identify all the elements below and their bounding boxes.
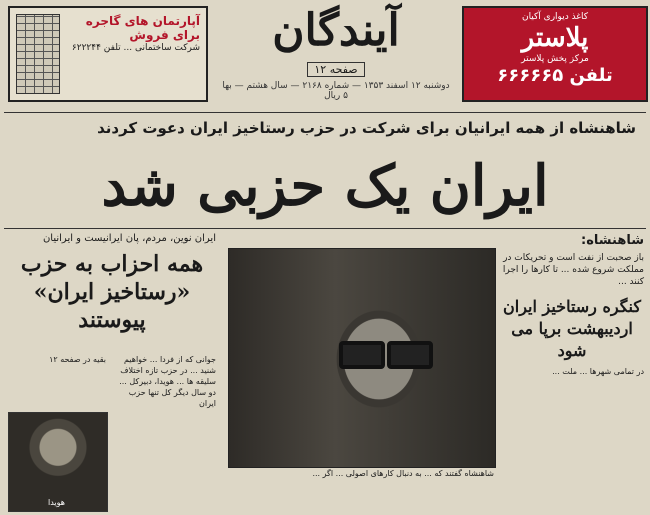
lead-photo <box>228 248 496 468</box>
issue-date-line: دوشنبه ۱۲ اسفند ۱۳۵۳ — شماره ۲۱۶۸ — سال هشتم — بها ۵ ریال <box>222 81 450 101</box>
divider <box>4 112 646 113</box>
congress-body: در تمامی شهرها ... ملت ... <box>552 367 644 376</box>
left-story-continued: بقیه در صفحه ۱۲ <box>49 355 106 364</box>
apartment-ad-headline: آپارتمان های گاجره برای فروش <box>85 14 200 42</box>
right-story-body: باز صحبت از نفت است و تحریکات در مملکت شروع شده ... تا کارها را اجرا کنند ... <box>502 253 644 287</box>
plaster-ad <box>462 6 648 102</box>
right-story <box>500 232 644 512</box>
apartment-ad <box>8 6 208 102</box>
lead-photo-caption: شاهنشاه گفتند که ... به دنبال کارهای اصولی ... اگر ... <box>312 469 494 478</box>
right-story-head: شاهنشاه: <box>581 233 644 248</box>
lead-kicker: شاهنشاه از همه ایرانیان برای شرکت در حزب رستاخیز ایران دعوت کردند <box>97 119 636 137</box>
plaster-ad-top: کاغذ دیواری آکیان <box>521 12 589 22</box>
newspaper-title: آیندگان <box>272 5 400 56</box>
plaster-ad-brand: پلاستر <box>521 23 589 53</box>
page-count-badge: ۱۲ صفحه <box>307 62 364 77</box>
left-story-headline: همه احزاب به حزب «رستاخیز ایران» پیوستند <box>20 251 204 333</box>
main-headline: ایران یک حزبی شد <box>101 153 549 219</box>
left-story-kicker: ایران نوین، مردم، پان ایرانیست و ایرانیان <box>42 233 216 244</box>
left-story <box>8 232 216 512</box>
portrait-caption: هویدا <box>48 498 65 507</box>
glasses-detail <box>339 341 429 363</box>
portrait-photo <box>8 412 108 512</box>
congress-headline: کنگره رستاخیز ایران اردیبهشت برپا می شود <box>503 297 641 360</box>
plaster-ad-phone: تلفن ۶۶۶۶۶۵ <box>497 65 613 86</box>
building-illustration <box>16 14 60 94</box>
masthead <box>222 4 450 101</box>
divider <box>4 228 646 229</box>
left-story-column: جوانی که از فردا ... خواهیم شنید ... در حزب تازه اختلاف سلیقه ها ... هویدا، دبیرکل ... دو سال دیگر کل تنها حزب ایران <box>119 355 216 408</box>
apartment-ad-body: شرکت ساختمانی ... تلفن ۶۲۲۲۴۴ <box>71 43 200 53</box>
plaster-ad-sub: مرکز پخش پلاستر <box>521 54 589 64</box>
